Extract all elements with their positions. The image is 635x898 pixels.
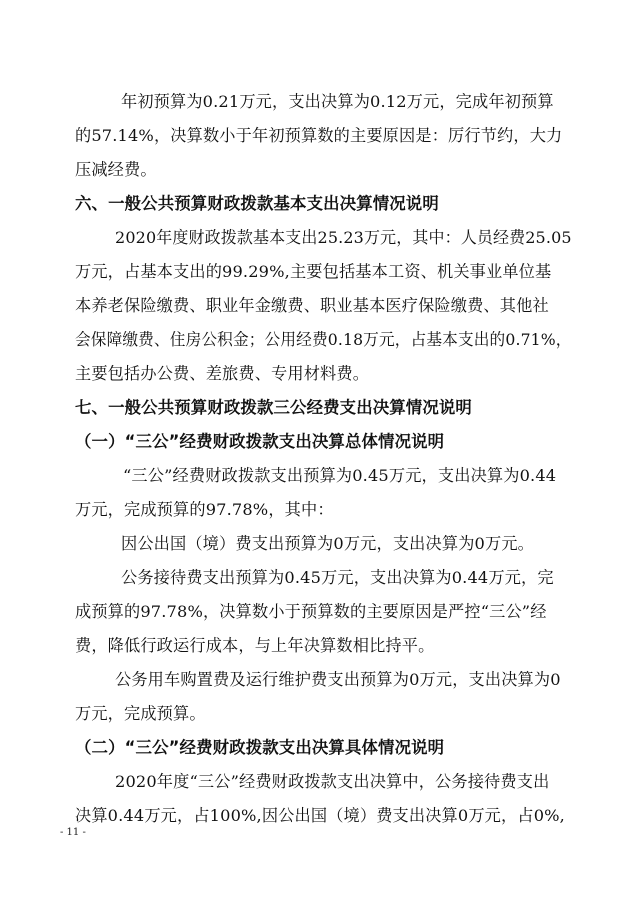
body-text: 费，降低行政运行成本，与上年决算数相比持平。 (75, 636, 435, 655)
body-text: 年初预算为0.21万元，支出决算为0.12万元，完成年初预算 (121, 92, 554, 111)
paragraph-line (0, 698, 635, 730)
paragraph-line (0, 290, 635, 322)
body-text: 成预算的97.78%，决算数小于预算数的主要原因是严控“三公”经 (75, 602, 547, 621)
body-text: 本养老保险缴费、职业年金缴费、职业基本医疗保险缴费、其他社 (75, 296, 549, 315)
body-text: 压减经费。 (75, 160, 157, 179)
body-text: “三公”经费财政拨款支出预算为0.45万元，支出决算为0.44 (123, 466, 557, 485)
body-text: 2020年度财政拨款基本支出25.23万元，其中：人员经费25.05 (115, 228, 572, 247)
body-text: 2020年度“三公”经费财政拨款支出决算中，公务接待费支出 (115, 772, 550, 791)
paragraph-line (0, 630, 635, 662)
section-7-heading: 七、一般公共预算财政拨款三公经费支出决算情况说明 (75, 398, 472, 417)
subsection-heading (0, 426, 635, 458)
body-text: 因公出国（境）费支出预算为0万元，支出决算为0万元。 (121, 534, 534, 553)
paragraph-line (0, 562, 635, 594)
paragraph-line (0, 358, 635, 390)
section-heading (0, 188, 635, 220)
paragraph-line (0, 664, 635, 696)
paragraph-line (0, 86, 635, 118)
paragraph-line (0, 766, 635, 798)
body-text: 公务用车购置费及运行维护费支出预算为0万元，支出决算为0 (115, 670, 561, 689)
paragraph-line (0, 154, 635, 186)
body-text: 公务接待费支出预算为0.45万元，支出决算为0.44万元，完 (121, 568, 554, 587)
body-text: 的57.14%，决算数小于年初预算数的主要原因是：厉行节约，大力 (75, 126, 563, 145)
paragraph-line (0, 120, 635, 152)
subsection-1-heading: （一）“三公”经费财政拨款支出决算总体情况说明 (75, 432, 445, 451)
paragraph-line (0, 256, 635, 288)
paragraph-line (0, 222, 635, 254)
section-6-heading: 六、一般公共预算财政拨款基本支出决算情况说明 (75, 194, 439, 213)
page-number: - 11 - (60, 827, 86, 838)
body-text: 万元，完成预算。 (75, 704, 206, 723)
body-text: 决算0.44万元，占100%,因公出国（境）费支出决算0万元，占0%, (75, 806, 565, 825)
section-heading (0, 392, 635, 424)
paragraph-line (0, 800, 635, 832)
paragraph-line (0, 596, 635, 628)
subsection-heading (0, 732, 635, 764)
paragraph-line (0, 494, 635, 526)
subsection-2-heading: （二）“三公”经费财政拨款支出决算具体情况说明 (75, 738, 445, 757)
body-text: 会保障缴费、住房公积金；公用经费0.18万元，占基本支出的0.71%， (75, 330, 572, 349)
body-text: 主要包括办公费、差旅费、专用材料费。 (75, 364, 370, 383)
paragraph-line (0, 324, 635, 356)
paragraph-line (0, 460, 635, 492)
body-text: 万元，占基本支出的99.29%,主要包括基本工资、机关事业单位基 (75, 262, 552, 281)
paragraph-line (0, 528, 635, 560)
body-text: 万元，完成预算的97.78%，其中： (75, 500, 334, 519)
